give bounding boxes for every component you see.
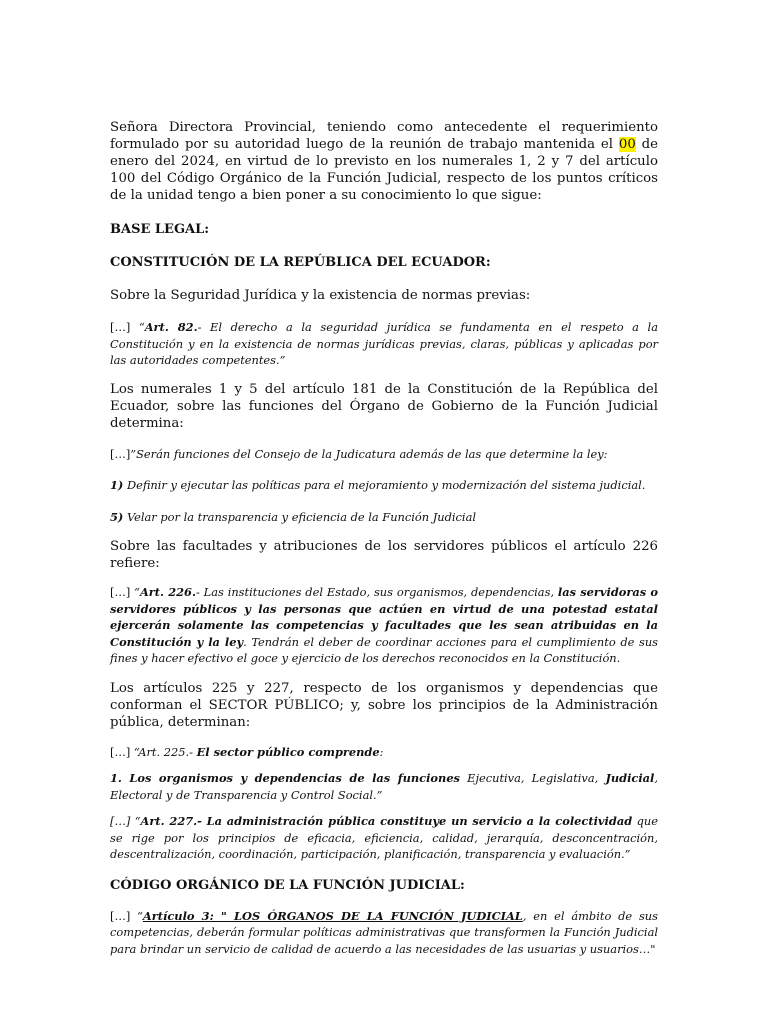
art181-quote: […]”Serán funciones del Consejo de la Judicatura además de las que determine la ley: bbox=[110, 446, 608, 461]
art181-intro: Los numerales 1 y 5 del artículo 181 de la Constitución de la República del Ecuador, sobre las funciones del Órgano de Gobierno de la Función Judicial determina: bbox=[110, 381, 658, 431]
intro-paragraph: Señora Directora Provincial, teniendo como antecedente el requerimiento formulado por su autoridad luego de la reunión de trabajo mantenida el 00 de enero del 2024, en virtud de lo previsto en los numerales 1, 2 y 7 del artículo 100 del Código Orgánico de la Función Judicial, respecto de los puntos críticos de la unidad tengo a bien poner a su conocimiento lo que sigue: bbox=[110, 120, 658, 203]
seguridad-intro: Sobre la Seguridad Jurídica y la existencia de normas previas: bbox=[110, 288, 531, 303]
constitucion-heading: CONSTITUCIÓN DE LA REPÚBLICA DEL ECUADOR: bbox=[110, 255, 491, 270]
art225-quote: […] “Art. 225.- El sector público comprende: bbox=[110, 744, 384, 759]
cofj-heading: CÓDIGO ORGÁNICO DE LA FUNCIÓN JUDICIAL: bbox=[110, 877, 465, 893]
art227-quote: […] “Art. 227.- La administración pública constituye un servicio a la colectividad que se rige por los principios de eficacia, eficiencia, calidad, jerarquía, desconcentración, descentralización, coordinación, participación, planificación, transparencia y evaluación.” bbox=[110, 814, 658, 861]
art225-intro: Los artículos 225 y 227, respecto de los organismos y dependencias que conforman el SECTOR PÚBLICO; y, sobre los principios de la Administración pública, determinan: bbox=[110, 680, 658, 730]
base-legal-heading: BASE LEGAL: bbox=[110, 222, 210, 237]
art226-intro: Sobre las facultades y atribuciones de los servidores públicos el artículo 226 refiere: bbox=[110, 539, 658, 571]
art3-quote: […] “Artículo 3: " LOS ÓRGANOS DE LA FUNCIÓN JUDICIAL, en el ámbito de sus competencias, deberán formular políticas administrativas que transformen la Función Judicial para brindar un servicio de calidad de acuerdo a las necesidades de las usuarias y usuarios…" bbox=[110, 908, 658, 956]
art226-quote: […] “Art. 226.- Las instituciones del Estado, sus organismos, dependencias, las servidoras o servidores públicos y las personas que actúen en virtud de una potestad estatal ejercerán solamente las competencias y facultades que les sean atribuidas en la Constitución y la ley. Tendrán el deber de coordinar acciones para el cumplimiento de sus fines y hacer efectivo el goce y ejercicio de los derechos reconocidos en la Constitución. bbox=[110, 585, 659, 665]
art82-quote: […] “Art. 82.- El derecho a la seguridad jurídica se fundamenta en el respeto a la Constitución y en la existencia de normas jurídicas previas, claras, públicas y aplicadas por las autoridades competentes.” bbox=[110, 320, 658, 367]
highlighted-date: 00 bbox=[618, 137, 636, 152]
art225-item-1: 1. Los organismos y dependencias de las funciones Ejecutiva, Legislativa, Judicial, Electoral y de Transparencia y Control Social.” bbox=[110, 771, 658, 802]
art181-item-5: 5) Velar por la transparencia y eficiencia de la Función Judicial bbox=[110, 509, 477, 524]
art181-item-1: 1) Definir y ejecutar las políticas para el mejoramiento y modernización del sistema judicial. bbox=[110, 478, 646, 492]
